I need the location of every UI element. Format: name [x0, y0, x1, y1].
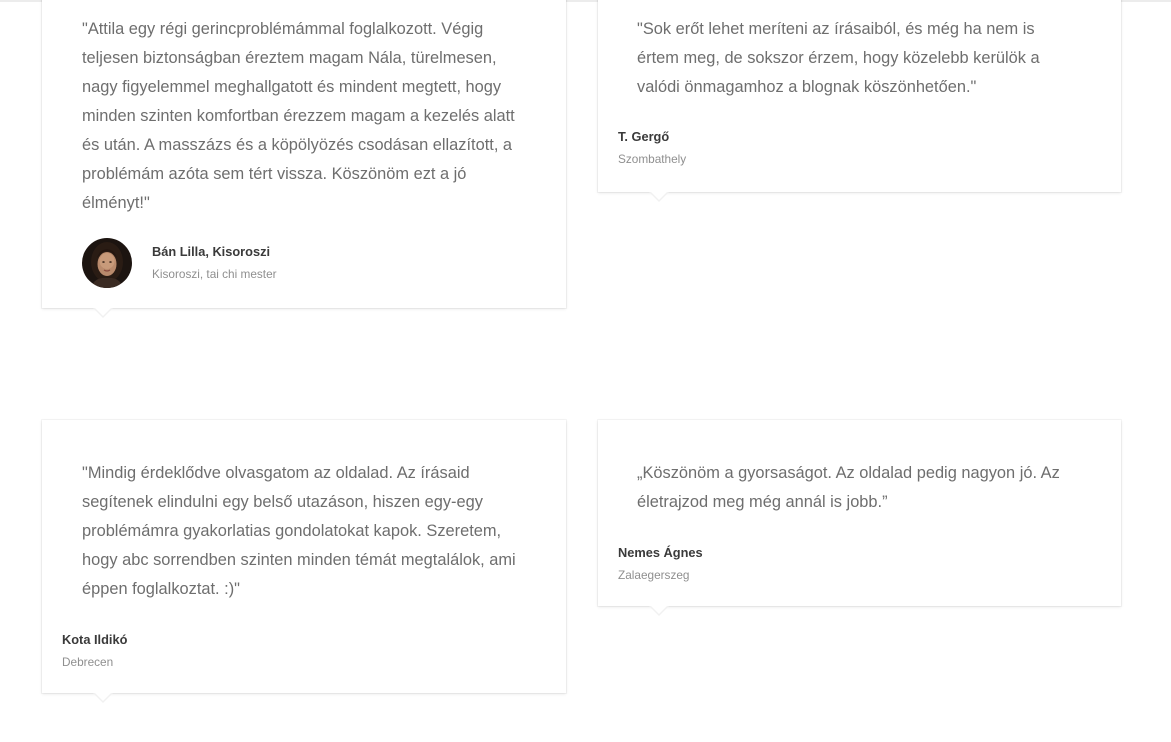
testimonial-author [618, 545, 703, 583]
author-info [152, 244, 277, 282]
author-info [618, 129, 686, 167]
author-name: Nemes Ágnes [618, 545, 703, 560]
author-info [618, 545, 703, 583]
testimonial-card [598, 420, 1121, 606]
testimonial-quote: "Mindig érdeklődve olvasgatom az oldalad. Az írásaid segítenek elindulni egy belső utazáson, hiszen egy-egy problémámra gyakorlatias gondolatokat kapok. Szeretem, hogy abc sorrendben szinten minden témát megtalálok, ami éppen foglalkoztat. :)" [82, 464, 516, 598]
testimonial-author [62, 632, 127, 670]
author-name: Bán Lilla, Kisoroszi [152, 244, 271, 259]
avatar-photo [82, 238, 132, 288]
author-info [62, 632, 127, 670]
testimonial-card [598, 0, 1121, 192]
author-name: Kota Ildikó [62, 632, 128, 647]
testimonial-quote: "Attila egy régi gerincproblémámmal foglalkozott. Végig teljesen biztonságban éreztem magam Nála, türelmesen, nagy figyelemmel meghallgatott és mindent megtett, hogy minden szinten komfortban érezzem magam a kezelés alatt és után. A masszázs és a köpölyözés csodásan ellazított, a problémám azóta sem tért vissza. Köszönöm ezt a jó élményt!" [82, 20, 515, 212]
testimonial-card [42, 420, 566, 693]
card-pointer [93, 693, 113, 703]
card-pointer [649, 606, 669, 616]
avatar [82, 238, 132, 288]
testimonial-author [618, 129, 686, 167]
testimonial-card [42, 0, 566, 308]
testimonial-author [82, 238, 277, 288]
card-pointer [649, 192, 669, 202]
author-location: Kisoroszi, tai chi mester [152, 267, 277, 281]
author-location: Zalaegerszeg [618, 568, 690, 582]
testimonial-quote: "Sok erőt lehet meríteni az írásaiból, és még ha nem is értem meg, de sokszor érzem, hogy közelebb kerülök a valódi önmagamhoz a blognak köszönhetően." [637, 20, 1040, 96]
author-name: T. Gergő [618, 129, 670, 144]
author-location: Szombathely [618, 152, 687, 166]
author-location: Debrecen [62, 655, 114, 669]
testimonial-quote: „Köszönöm a gyorsaságot. Az oldalad pedig nagyon jó. Az életrajzod meg még annál is jobb.” [637, 464, 1060, 511]
card-pointer [93, 308, 113, 318]
